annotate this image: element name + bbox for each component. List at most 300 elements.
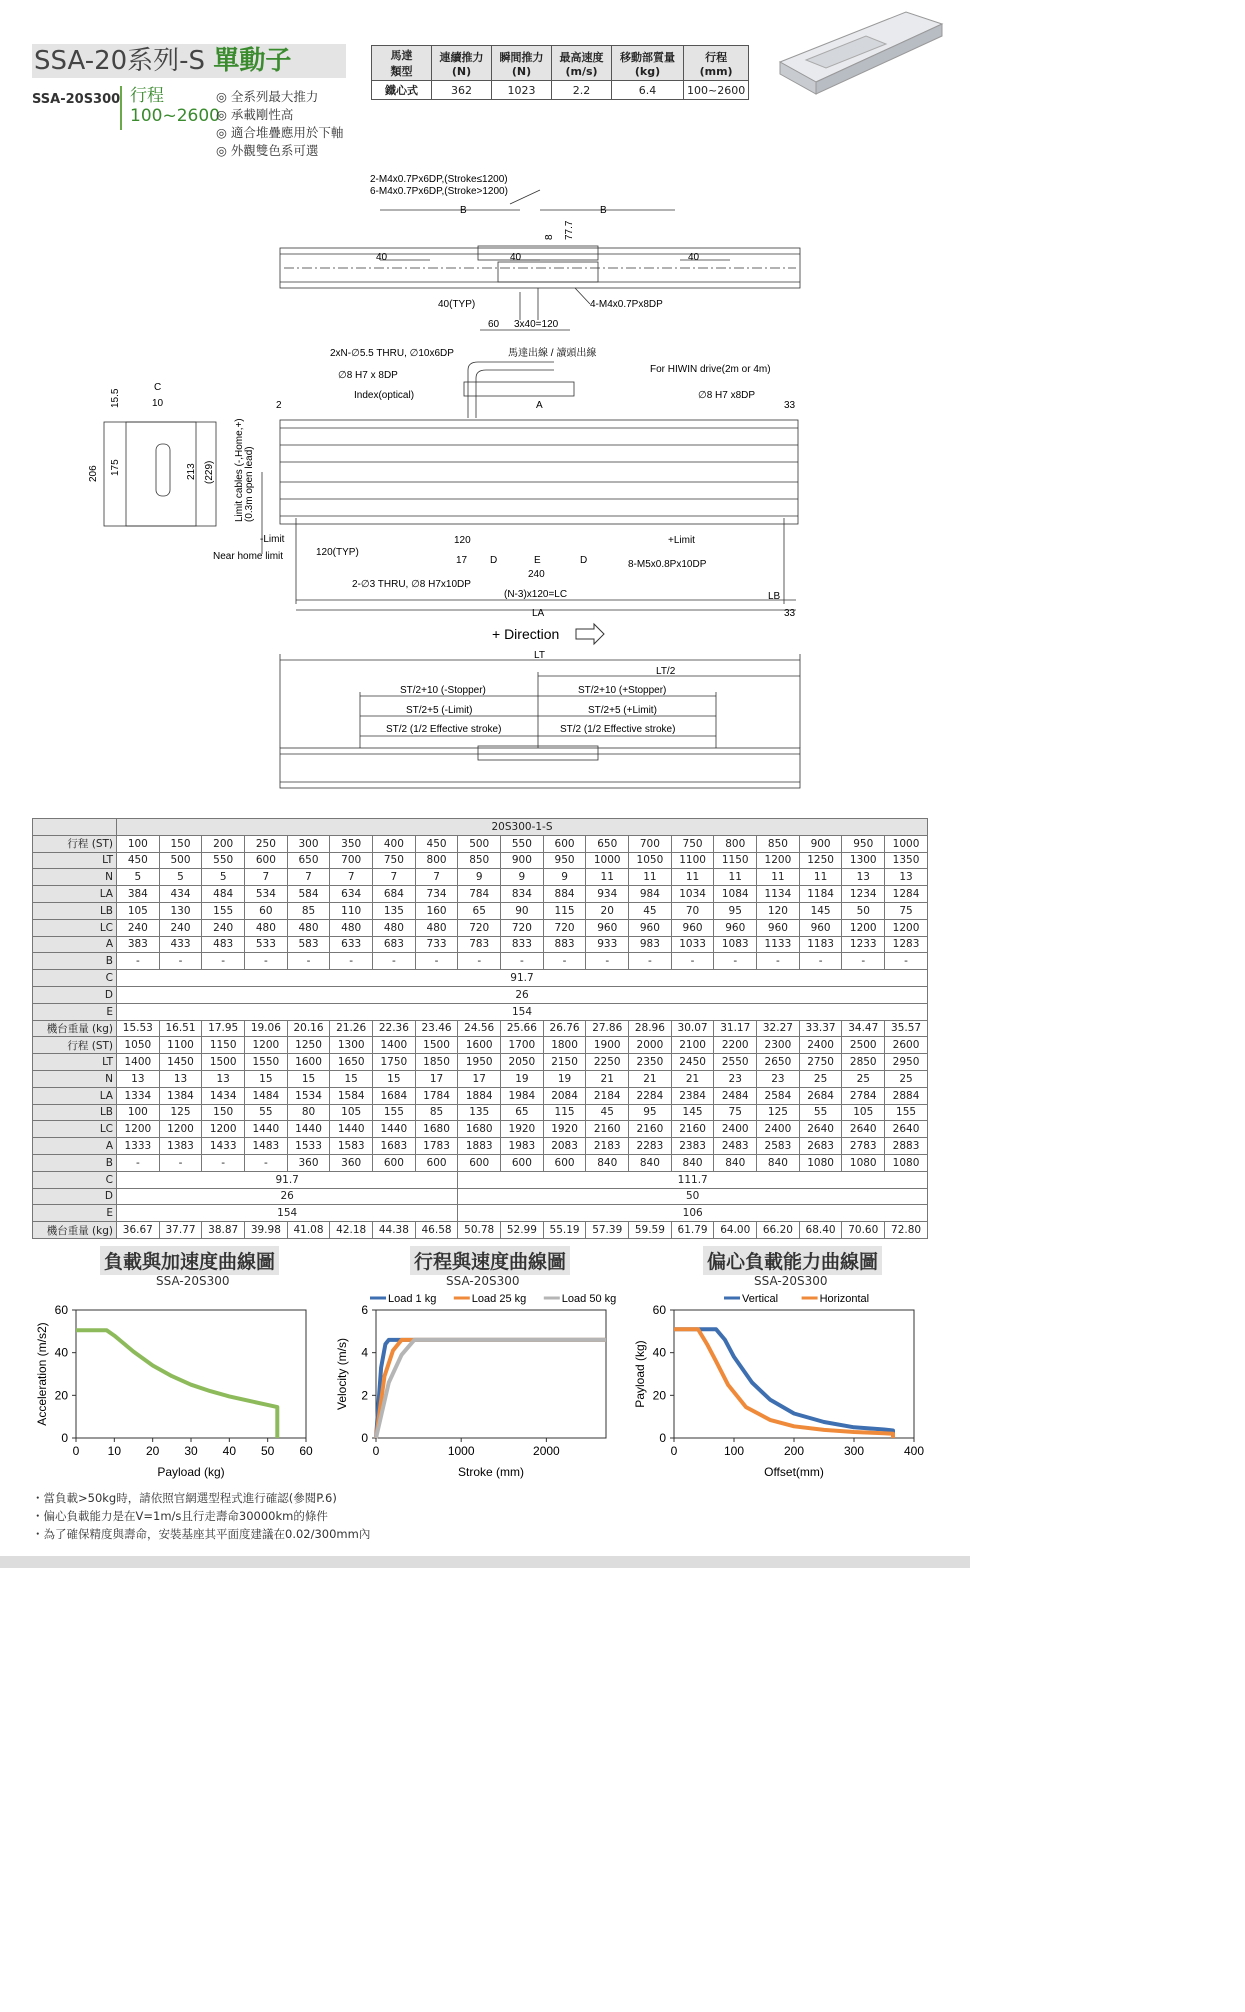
- table-cell: 583: [287, 936, 330, 953]
- feature-item: ◎ 外觀雙色系可選: [216, 143, 319, 158]
- table-cell: 1250: [287, 1037, 330, 1054]
- label-plus-limit: +Limit: [668, 535, 695, 546]
- dim-limit-neg: ST/2+5 (-Limit): [406, 705, 473, 716]
- table-cell: 1650: [330, 1054, 373, 1071]
- table-cell: 2400: [757, 1121, 800, 1138]
- y-tick-label: 0: [361, 1431, 368, 1445]
- table-cell: 80: [287, 1104, 330, 1121]
- table-cell: 1300: [842, 852, 885, 869]
- table-cell: 984: [629, 886, 672, 903]
- table-cell: 1684: [373, 1087, 416, 1104]
- table-cell: LB: [33, 902, 117, 919]
- table-cell: 1440: [245, 1121, 288, 1138]
- table-cell: 240: [202, 919, 245, 936]
- table-cell: 2160: [671, 1121, 714, 1138]
- table-cell: 2784: [842, 1087, 885, 1104]
- x-tick-label: 0: [670, 1444, 678, 1458]
- series-line: [376, 1340, 606, 1438]
- table-cell: 15: [330, 1070, 373, 1087]
- feature-item: ◎ 全系列最大推力: [216, 89, 319, 104]
- table-cell: 13: [159, 1070, 202, 1087]
- table-cell: 135: [373, 902, 416, 919]
- plot-frame: [376, 1310, 606, 1438]
- table-cell: 2650: [757, 1054, 800, 1071]
- table-cell: 733: [415, 936, 458, 953]
- spec-header: 連續推力 (N): [432, 46, 492, 81]
- stroke-box: [120, 86, 220, 130]
- table-cell: 55: [245, 1104, 288, 1121]
- table-cell: 91.7: [117, 1171, 458, 1188]
- table-row: [33, 852, 928, 869]
- table-cell: 26: [117, 1188, 458, 1205]
- table-cell: -: [629, 953, 672, 970]
- table-cell: 850: [757, 835, 800, 852]
- table-cell: 384: [117, 886, 160, 903]
- drawing-top-view: [270, 170, 810, 335]
- table-cell: 734: [415, 886, 458, 903]
- table-cell: 28.96: [629, 1020, 672, 1037]
- table-cell: 39.98: [245, 1222, 288, 1239]
- spec-cell: 2.2: [552, 81, 612, 100]
- table-cell: 1984: [501, 1087, 544, 1104]
- table-cell: -: [245, 1154, 288, 1171]
- table-cell: 2000: [629, 1037, 672, 1054]
- table-cell: 13: [842, 869, 885, 886]
- table-cell: 2500: [842, 1037, 885, 1054]
- table-cell: 60: [245, 902, 288, 919]
- table-cell: 23.46: [415, 1020, 458, 1037]
- dim-40-center: 40: [510, 252, 522, 263]
- table-cell: 24.56: [458, 1020, 501, 1037]
- table-cell: 52.99: [501, 1222, 544, 1239]
- table-cell: 11: [586, 869, 629, 886]
- note-line: ・偏心負載能力是在V=1m/s且行走壽命30000km的條件: [32, 1509, 328, 1523]
- y-tick-label: 60: [54, 1303, 68, 1317]
- table-cell: 2200: [714, 1037, 757, 1054]
- table-cell: 106: [458, 1205, 928, 1222]
- table-cell: 55.19: [543, 1222, 586, 1239]
- table-cell: 105: [117, 902, 160, 919]
- table-cell: 1600: [458, 1037, 501, 1054]
- x-tick-label: 30: [184, 1444, 198, 1458]
- table-cell: -: [415, 953, 458, 970]
- table-cell: 154: [117, 1003, 928, 1020]
- y-tick-label: 4: [361, 1345, 368, 1360]
- table-row: [33, 1087, 928, 1104]
- table-cell: -: [159, 1154, 202, 1171]
- table-cell: 111.7: [458, 1171, 928, 1188]
- table-cell: 機台重量 (kg): [33, 1222, 117, 1239]
- table-cell: 23: [714, 1070, 757, 1087]
- table-cell: 115: [543, 1104, 586, 1121]
- table-cell: 833: [501, 936, 544, 953]
- spec-cell: 1023: [492, 81, 552, 100]
- y-tick-label: 0: [61, 1431, 68, 1445]
- note-h7-8dp: ∅8 H7 x 8DP: [338, 370, 398, 381]
- table-cell: 行程 (ST): [33, 835, 117, 852]
- title-prefix: SSA-20系列-S: [34, 46, 214, 76]
- table-cell: 840: [714, 1154, 757, 1171]
- table-cell: 150: [202, 1104, 245, 1121]
- table-cell: 1680: [415, 1121, 458, 1138]
- table-cell: 38.87: [202, 1222, 245, 1239]
- table-cell: 機台重量 (kg): [33, 1020, 117, 1037]
- table-cell: 11: [629, 869, 672, 886]
- legend-label: Load 1 kg: [388, 1293, 437, 1305]
- table-cell: 750: [671, 835, 714, 852]
- spec-cell: 6.4: [612, 81, 684, 100]
- table-cell: 2640: [885, 1121, 928, 1138]
- table-row: [33, 1020, 928, 1037]
- dim-stopper-pos: ST/2+10 (+Stopper): [578, 685, 667, 696]
- note-h7-x8dp: ∅8 H7 x8DP: [698, 390, 756, 401]
- table-cell: 650: [287, 852, 330, 869]
- table-cell: 2484: [714, 1087, 757, 1104]
- note-line: ・為了確保精度與壽命，安裝基座其平面度建議在0.02/300mm內: [32, 1527, 371, 1541]
- table-cell: 2083: [543, 1138, 586, 1155]
- table-cell: -: [501, 953, 544, 970]
- table-cell: 20.16: [287, 1020, 330, 1037]
- table-cell: 720: [543, 919, 586, 936]
- table-cell: 434: [159, 886, 202, 903]
- table-cell: 600: [458, 1154, 501, 1171]
- series-line: [376, 1340, 606, 1438]
- product-photo: [776, 4, 946, 100]
- table-cell: 91.7: [117, 970, 928, 987]
- table-cell: 2950: [885, 1054, 928, 1071]
- table-row: [33, 886, 928, 903]
- table-cell: 240: [159, 919, 202, 936]
- table-cell: 960: [629, 919, 672, 936]
- table-cell: 2600: [885, 1037, 928, 1054]
- table-cell: 19: [543, 1070, 586, 1087]
- table-cell: 1350: [885, 852, 928, 869]
- table-cell: 25: [799, 1070, 842, 1087]
- table-cell: 750: [373, 852, 416, 869]
- x-tick-label: 100: [723, 1444, 745, 1458]
- table-cell: 44.38: [373, 1222, 416, 1239]
- x-axis-label: Stroke (mm): [458, 1465, 524, 1479]
- spec-header: 最高速度 (m/s): [552, 46, 612, 81]
- table-cell: 633: [330, 936, 373, 953]
- chart2-subtitle: SSA-20S300: [446, 1274, 520, 1288]
- table-cell: 65: [458, 902, 501, 919]
- chart3-subtitle: SSA-20S300: [754, 1274, 828, 1288]
- table-cell: 15: [373, 1070, 416, 1087]
- table-cell: -: [202, 953, 245, 970]
- table-cell: 21: [629, 1070, 672, 1087]
- table-cell: 1200: [885, 919, 928, 936]
- table-cell: 2150: [543, 1054, 586, 1071]
- dim-stopper-neg: ST/2+10 (-Stopper): [400, 685, 486, 696]
- dim-c: C: [154, 382, 162, 393]
- table-row: [33, 1205, 928, 1222]
- table-cell: 70.60: [842, 1222, 885, 1239]
- dim-120-typ: 120(TYP): [316, 547, 359, 558]
- table-cell: 884: [543, 886, 586, 903]
- x-tick-label: 2000: [533, 1444, 560, 1458]
- note-3-thru: 2-∅3 THRU, ∅8 H7x10DP: [352, 579, 471, 590]
- x-tick-label: 1000: [447, 1444, 475, 1458]
- table-cell: -: [458, 953, 501, 970]
- dim-17: 17: [456, 555, 468, 566]
- table-cell: 1200: [757, 852, 800, 869]
- table-cell: 500: [159, 852, 202, 869]
- table-cell: 125: [757, 1104, 800, 1121]
- spec-header: 行程 (mm): [684, 46, 749, 81]
- footer-bar: [0, 1556, 970, 1568]
- table-cell: 1680: [458, 1121, 501, 1138]
- table-cell: 1080: [885, 1154, 928, 1171]
- table-cell: 1080: [799, 1154, 842, 1171]
- note-motor-cable: 馬達出線 / 讀頭出線: [508, 348, 597, 359]
- table-cell: 950: [842, 835, 885, 852]
- table-row: [33, 919, 928, 936]
- table-cell: 1100: [671, 852, 714, 869]
- label-near-home: Near home limit: [213, 551, 284, 562]
- table-cell: 2400: [799, 1037, 842, 1054]
- series-line: [674, 1329, 893, 1438]
- table-cell: 145: [671, 1104, 714, 1121]
- table-cell: 700: [330, 852, 373, 869]
- table-cell: D: [33, 1188, 117, 1205]
- table-cell: 20: [586, 902, 629, 919]
- table-cell: 1850: [415, 1054, 458, 1071]
- page-title: [32, 44, 346, 78]
- feature-item: ◎ 適合堆疊應用於下軸: [216, 125, 344, 140]
- table-cell: 2584: [757, 1087, 800, 1104]
- table-cell: 600: [245, 852, 288, 869]
- table-cell: 95: [629, 1104, 672, 1121]
- table-cell: 25: [885, 1070, 928, 1087]
- table-cell: 2884: [885, 1087, 928, 1104]
- table-cell: 42.18: [330, 1222, 373, 1239]
- dim-10: 10: [152, 398, 164, 409]
- table-cell: 2350: [629, 1054, 672, 1071]
- legend-label: Horizontal: [819, 1293, 870, 1305]
- table-cell: 480: [415, 919, 458, 936]
- table-cell: 783: [458, 936, 501, 953]
- note-m4-8dp: 4-M4x0.7Px8DP: [590, 299, 663, 310]
- dim-lt-half: LT/2: [656, 666, 676, 677]
- table-cell: 1333: [117, 1138, 160, 1155]
- table-cell: 2483: [714, 1138, 757, 1155]
- x-axis-label: Offset(mm): [764, 1465, 824, 1479]
- table-cell: 1783: [415, 1138, 458, 1155]
- table-cell: 1983: [501, 1138, 544, 1155]
- table-cell: 155: [202, 902, 245, 919]
- table-cell: 21: [586, 1070, 629, 1087]
- table-cell: 100: [117, 1104, 160, 1121]
- y-tick-label: 2: [361, 1388, 368, 1403]
- table-cell: 31.17: [714, 1020, 757, 1037]
- table-cell: 21: [671, 1070, 714, 1087]
- table-cell: 2683: [799, 1138, 842, 1155]
- table-cell: 25: [842, 1070, 885, 1087]
- table-cell: 484: [202, 886, 245, 903]
- table-cell: 2300: [757, 1037, 800, 1054]
- table-cell: 1500: [415, 1037, 458, 1054]
- table-cell: 155: [373, 1104, 416, 1121]
- table-row: [33, 1171, 928, 1188]
- table-cell: 550: [202, 852, 245, 869]
- table-cell: 75: [885, 902, 928, 919]
- table-cell: 17: [458, 1070, 501, 1087]
- table-cell: 70: [671, 902, 714, 919]
- table-cell: 500: [458, 835, 501, 852]
- table-cell: 75: [714, 1104, 757, 1121]
- table-cell: 15.53: [117, 1020, 160, 1037]
- table-cell: LA: [33, 1087, 117, 1104]
- note-m4-stroke-short: 2-M4x0.7Px6DP,(Stroke≤1200): [370, 174, 508, 185]
- table-cell: 534: [245, 886, 288, 903]
- table-cell: 1400: [117, 1054, 160, 1071]
- table-cell: A: [33, 1138, 117, 1155]
- table-cell: 1584: [330, 1087, 373, 1104]
- dim-33-top: 33: [784, 400, 796, 411]
- table-cell: B: [33, 953, 117, 970]
- table-cell: -: [586, 953, 629, 970]
- table-cell: 800: [415, 852, 458, 869]
- dim-40-typ: 40(TYP): [438, 299, 476, 310]
- table-cell: 960: [586, 919, 629, 936]
- table-cell: 1084: [714, 886, 757, 903]
- table-cell: 5: [117, 869, 160, 886]
- table-cell: 5: [159, 869, 202, 886]
- table-cell: 36.67: [117, 1222, 160, 1239]
- chart1-subtitle: SSA-20S300: [156, 1274, 230, 1288]
- table-cell: N: [33, 1070, 117, 1087]
- table-cell: 61.79: [671, 1222, 714, 1239]
- table-cell: 650: [586, 835, 629, 852]
- table-cell: 360: [330, 1154, 373, 1171]
- table-cell: 1800: [543, 1037, 586, 1054]
- legend-label: Load 50 kg: [561, 1293, 617, 1305]
- table-cell: 1234: [842, 886, 885, 903]
- table-row: [33, 1003, 928, 1020]
- note-limit-cables: Limit cables (-,Home,+): [234, 418, 245, 522]
- table-cell: 11: [799, 869, 842, 886]
- table-row: [33, 936, 928, 953]
- table-cell: 1184: [799, 886, 842, 903]
- table-cell: 50: [458, 1188, 928, 1205]
- spec-cell: 鐵心式: [372, 81, 432, 100]
- table-cell: 2050: [501, 1054, 544, 1071]
- table-cell: 13: [202, 1070, 245, 1087]
- table-row: [33, 1054, 928, 1071]
- table-cell: 19.06: [245, 1020, 288, 1037]
- table-cell: 1750: [373, 1054, 416, 1071]
- y-tick-label: 0: [659, 1431, 666, 1445]
- table-cell: 1920: [501, 1121, 544, 1138]
- table-cell: 1200: [842, 919, 885, 936]
- table-cell: -: [287, 953, 330, 970]
- table-cell: 135: [458, 1104, 501, 1121]
- table-cell: 2384: [671, 1087, 714, 1104]
- table-cell: 960: [799, 919, 842, 936]
- chart-payload-acceleration: [30, 1290, 320, 1482]
- table-cell: 1440: [373, 1121, 416, 1138]
- dim-77-7: 77.7: [564, 220, 575, 240]
- table-cell: -: [202, 1154, 245, 1171]
- table-cell: 1500: [202, 1054, 245, 1071]
- table-row: [33, 835, 928, 852]
- model-number: SSA-20S300: [32, 92, 121, 107]
- table-cell: 7: [415, 869, 458, 886]
- table-cell: 15: [287, 1070, 330, 1087]
- table-cell: 1383: [159, 1138, 202, 1155]
- table-cell: 2183: [586, 1138, 629, 1155]
- table-cell: C: [33, 970, 117, 987]
- table-cell: 1883: [458, 1138, 501, 1155]
- table-cell: 350: [330, 835, 373, 852]
- table-cell: 1483: [245, 1138, 288, 1155]
- table-cell: LC: [33, 1121, 117, 1138]
- table-cell: 2850: [842, 1054, 885, 1071]
- table-cell: 1484: [245, 1087, 288, 1104]
- table-cell: 85: [287, 902, 330, 919]
- x-tick-label: 0: [72, 1444, 80, 1458]
- table-cell: 600: [543, 1154, 586, 1171]
- table-cell: -: [159, 953, 202, 970]
- note-open-lead: (0.3m open lead): [244, 446, 255, 522]
- table-cell: 1900: [586, 1037, 629, 1054]
- table-cell: 110: [330, 902, 373, 919]
- dim-60: 60: [488, 319, 500, 330]
- table-cell: 1034: [671, 886, 714, 903]
- spec-cell: 100~2600: [684, 81, 749, 100]
- table-cell: 2283: [629, 1138, 672, 1155]
- table-cell: 23: [757, 1070, 800, 1087]
- dim-a: A: [536, 400, 543, 411]
- table-cell: 433: [159, 936, 202, 953]
- y-tick-label: 20: [652, 1388, 666, 1403]
- table-cell: 17: [415, 1070, 458, 1087]
- table-cell: E: [33, 1205, 117, 1222]
- stroke-range: 100~2600: [130, 106, 220, 126]
- table-cell: 105: [330, 1104, 373, 1121]
- table-cell: -: [714, 953, 757, 970]
- table-cell: 850: [458, 852, 501, 869]
- table-cell: 35.57: [885, 1020, 928, 1037]
- table-cell: 383: [117, 936, 160, 953]
- note-index: Index(optical): [354, 390, 415, 401]
- table-cell: 68.40: [799, 1222, 842, 1239]
- table-cell: B: [33, 1154, 117, 1171]
- table-cell: 1600: [287, 1054, 330, 1071]
- table-cell: 2400: [714, 1121, 757, 1138]
- table-cell: 19: [501, 1070, 544, 1087]
- table-cell: 2640: [799, 1121, 842, 1138]
- table-cell: 1033: [671, 936, 714, 953]
- table-cell: 2250: [586, 1054, 629, 1071]
- table-cell: 1050: [117, 1037, 160, 1054]
- table-row: [33, 902, 928, 919]
- chart1-title: 負載與加速度曲線圖: [100, 1246, 279, 1275]
- x-tick-label: 10: [107, 1444, 122, 1458]
- table-cell: 950: [543, 852, 586, 869]
- label-direction: + Direction: [492, 626, 560, 642]
- table-cell: 1200: [202, 1121, 245, 1138]
- dim-d-right: D: [580, 555, 588, 566]
- table-cell: 26.76: [543, 1020, 586, 1037]
- table-cell: 13: [885, 869, 928, 886]
- x-tick-label: 0: [372, 1444, 380, 1458]
- table-cell: 130: [159, 902, 202, 919]
- chart-stroke-velocity: [330, 1290, 620, 1482]
- dim-d-left: D: [490, 555, 498, 566]
- table-cell: E: [33, 1003, 117, 1020]
